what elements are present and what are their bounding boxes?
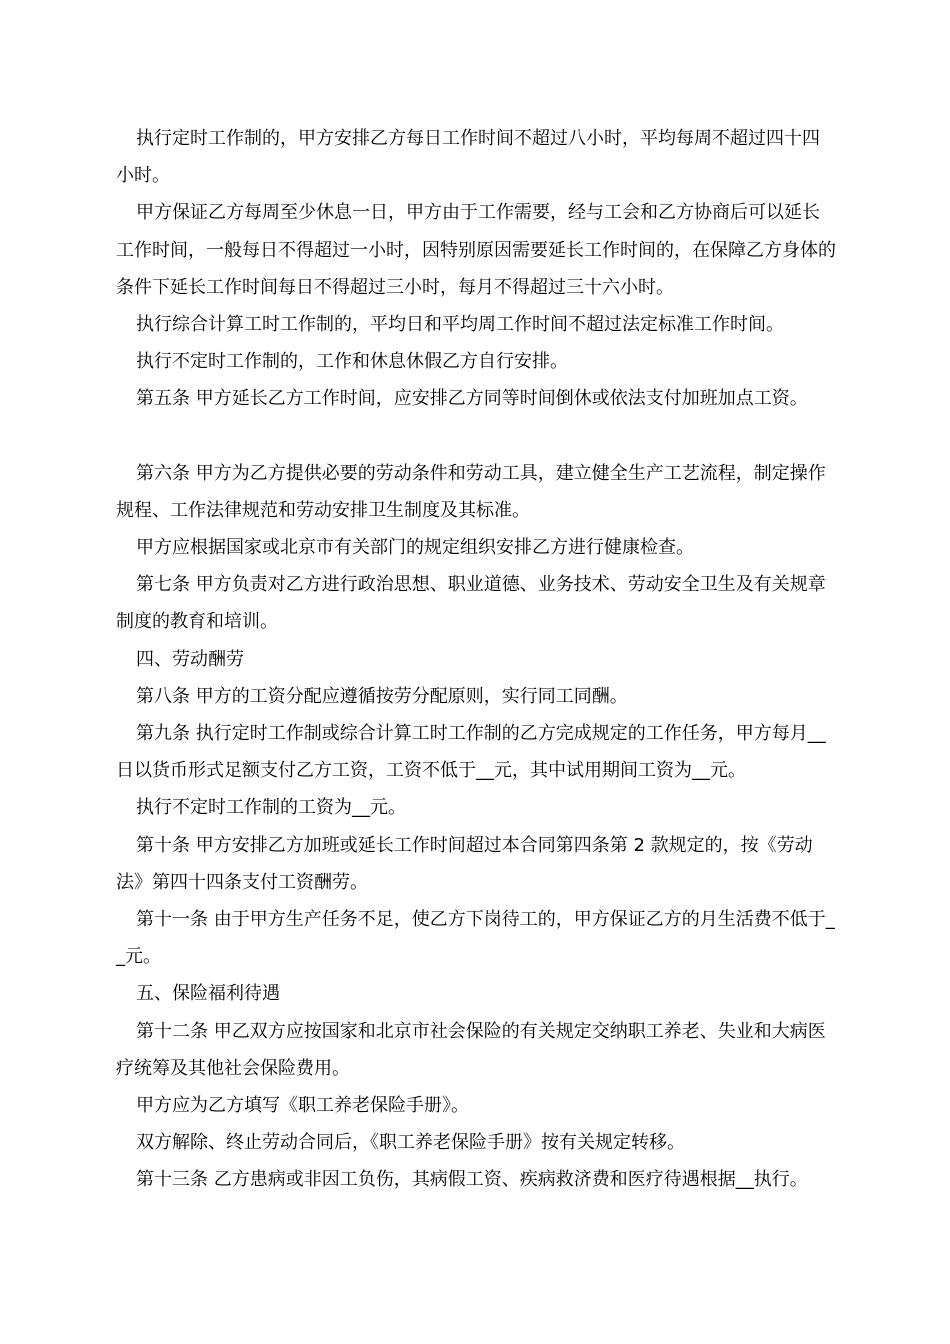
article-10: 第十条 甲方安排乙方加班或延长工作时间超过本合同第四条第 2 款规定的，按《劳动法》第四十四条支付工资酬劳。 [116,834,813,893]
paragraph-3: 执行综合计算工时工作制的，平均日和平均周工作时间不超过法定标准工作时间。 [136,314,784,336]
paragraph-2: 甲方保证乙方每周至少休息一日，甲方由于工作需要，经与工会和乙方协商后可以延长工作时间，一般每日不得超过一小时，因特别原因需要延长工作时间的，在保障乙方身体的条件下延长工作时间每日不得超过三小时，每月不得超过三十六小时。 [116,202,836,298]
blank-line [116,418,836,455]
paragraph-handbook-transfer: 双方解除、终止劳动合同后，《职工养老保险手册》按有关规定转移。 [136,1132,685,1154]
paragraph-health-check: 甲方应根据国家或北京市有关部门的规定组织安排乙方进行健康检查。 [136,537,694,559]
article-5: 第五条 甲方延长乙方工作时间，应安排乙方同等时间倒休或依法支付加班加点工资。 [136,388,808,410]
article-12: 第十二条 甲乙双方应按国家和北京市社会保险的有关规定交纳职工养老、失业和大病医疗统筹及其他社会保险费用。 [116,1020,826,1079]
article-11: 第十一条 由于甲方生产任务不足，使乙方下岗待工的，甲方保证乙方的月生活费不低于__元。 [116,909,835,968]
paragraph-pension-handbook: 甲方应为乙方填写《职工养老保险手册》。 [136,1095,469,1117]
paragraph-4: 执行不定时工作制的，工作和休息休假乙方自行安排。 [136,351,568,373]
article-13: 第十三条 乙方患病或非因工负伤，其病假工资、疾病救济费和医疗待遇根据__执行。 [136,1169,808,1191]
article-7: 第七条 甲方负责对乙方进行政治思想、职业道德、业务技术、劳动安全卫生及有关规章制度的教育和培训。 [116,574,826,633]
section-heading-5: 五、保险福利待遇 [136,983,280,1005]
article-9: 第九条 执行定时工作制或综合计算工时工作制的乙方完成规定的工作任务，甲方每月__日以货币形式足额支付乙方工资，工资不低于__元，其中试用期间工资为__元。 [116,723,826,782]
article-6: 第六条 甲方为乙方提供必要的劳动条件和劳动工具，建立健全生产工艺流程，制定操作规程、工作法律规范和劳动安排卫生制度及其标准。 [116,462,826,521]
paragraph-1: 执行定时工作制的，甲方安排乙方每日工作时间不超过八小时，平均每周不超过四十四小时。 [116,128,820,187]
paragraph-flexible-wage: 执行不定时工作制的工资为__元。 [136,797,406,819]
article-8: 第八条 甲方的工资分配应遵循按劳分配原则，实行同工同酬。 [136,685,628,707]
section-heading-4: 四、劳动酬劳 [136,648,244,670]
document-body [116,120,836,1199]
